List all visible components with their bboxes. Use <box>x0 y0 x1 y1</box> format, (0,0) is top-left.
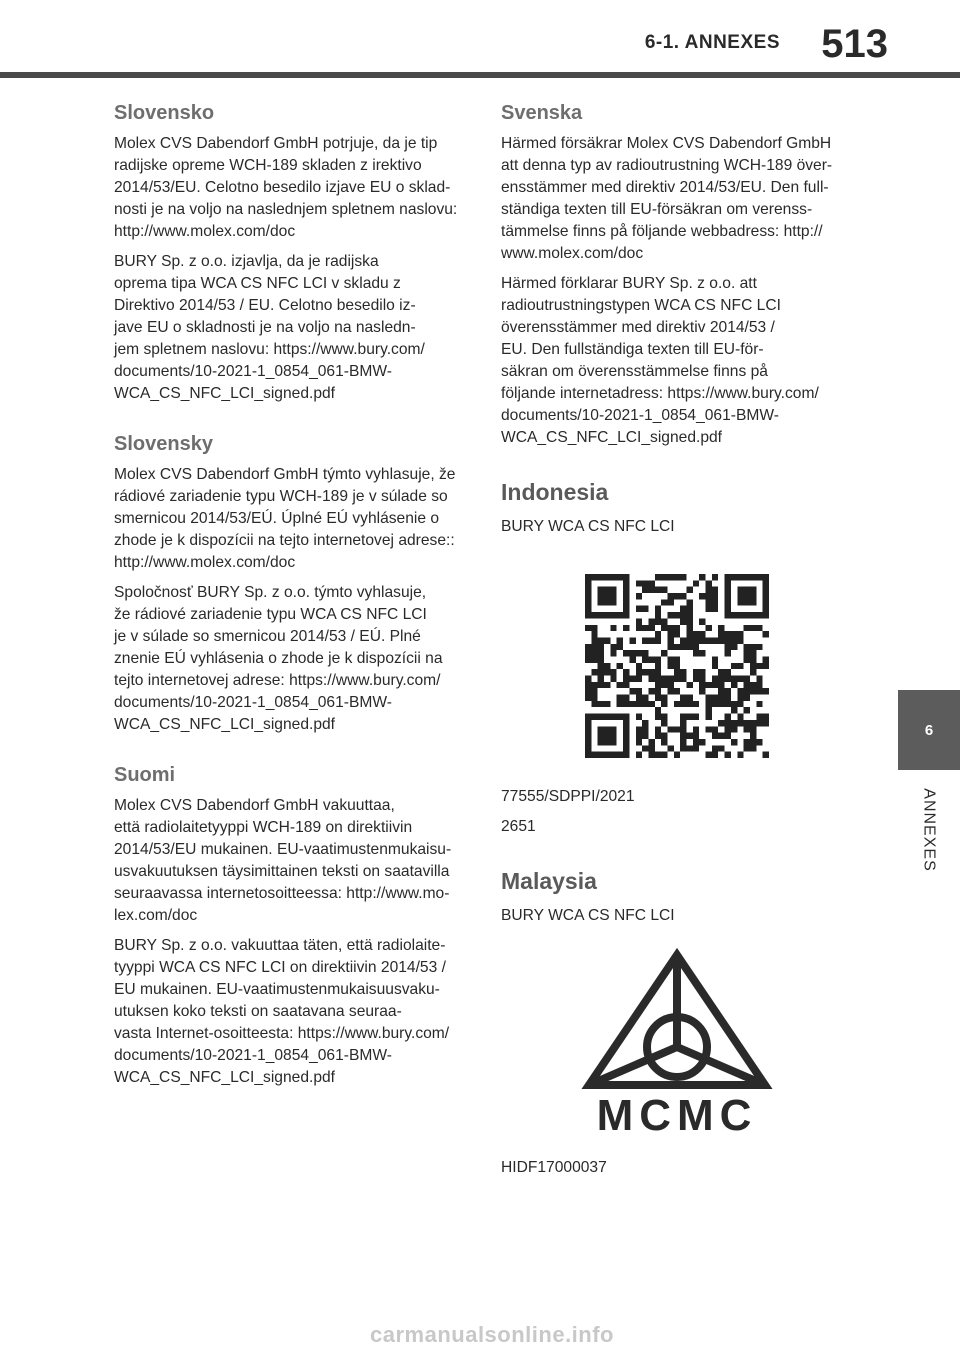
heading-malaysia: Malaysia <box>501 868 597 894</box>
slovensky-paragraph-bury: Spoločnosť BURY Sp. z o.o. týmto vyhlasuje, že rádiové zariadenie typu WCA CS NFC LCI je v súlade so smernicou 2014/53 / EÚ. Plné znenie EÚ vyhlásenia o zhode je k dispozícii na tejto internetovej adrese: https://www.bury.com/ documents/10-2021-1_0854_061-BMW- WCA_CS_NFC_LCI_signed.pdf <box>114 584 443 733</box>
chapter-side-label-text: ANNEXES <box>921 788 938 872</box>
suomi-paragraph-bury: BURY Sp. z o.o. vakuuttaa täten, että radiolaite- tyyppi WCA CS NFC LCI on direktiivin 2014/53 / EU mukainen. EU-vaatimustenmukaisuusvaku- utuksen koko teksti on saatavana seuraa- vasta Internet-osoitteesta: https://www.bury.com/ documents/10-2021-1_0854_061-BMW- WCA_CS_NFC_LCI_signed.pdf <box>114 937 450 1086</box>
malaysia-cert-number: HIDF17000037 <box>501 1159 607 1176</box>
chapter-side-label <box>898 780 960 880</box>
svenska-paragraph-molex: Härmed försäkrar Molex CVS Dabendorf GmbH att denna typ av radioutrustning WCH-189 över- ensstämmer med direktiv 2014/53/EU. Den full- ständiga texten till EU-försäkran om verenss- tämmelse finns på följande webbadress: http:// www.molex.com/doc <box>501 135 833 262</box>
left-column <box>114 96 464 1097</box>
heading-svenska: Svenska <box>501 102 583 124</box>
page-number: 513 <box>821 22 888 66</box>
watermark: carmanualsonline.info <box>370 1322 614 1347</box>
mcmc-logo <box>575 947 779 1137</box>
indonesia-device: BURY WCA CS NFC LCI <box>501 518 675 535</box>
heading-indonesia: Indonesia <box>501 479 609 505</box>
indonesia-code: 2651 <box>501 818 536 835</box>
section-label: 6-1. ANNEXES <box>644 32 780 53</box>
heading-slovensky: Slovensky <box>114 433 213 455</box>
chapter-tab: 6 <box>898 690 960 770</box>
header-rule <box>0 72 960 78</box>
suomi-paragraph-molex: Molex CVS Dabendorf GmbH vakuuttaa, että radiolaitetyyppi WCH-189 on direktiivin 2014/53/EU mukainen. EU-vaatimustenmukaisu- usvakuutuksen täysimittainen teksti on saatavilla seuraavassa internetosoitteessa: http://www.mo- lex.com/doc <box>114 797 452 924</box>
qr-code-image <box>585 574 769 758</box>
svenska-paragraph-bury: Härmed förklarar BURY Sp. z o.o. att radioutrustningstypen WCA CS NFC LCI överensstämmer med direktiv 2014/53 / EU. Den fullständiga texten till EU-för- säkran om överensstämmelse finns på följande internetadress: https://www.bury.com/ documents/10-2021-1_0854_061-BMW- WCA_CS_NFC_LCI_signed.pdf <box>501 275 819 446</box>
right-column <box>501 96 851 1187</box>
heading-slovensko: Slovensko <box>114 102 215 124</box>
heading-suomi: Suomi <box>114 764 176 786</box>
slovensky-paragraph-molex: Molex CVS Dabendorf GmbH týmto vyhlasuje, že rádiové zariadenie typu WCH-189 je v súlade so smernicou 2014/53/EÚ. Úplné EÚ vyhlásenie o zhode je k dispozícii na tejto internetovej adrese:: http://www.molex.com/doc <box>114 466 456 571</box>
slovensko-paragraph-bury: BURY Sp. z o.o. izjavlja, da je radijska oprema tipa WCA CS NFC LCI v skladu z Direktivo 2014/53 / EU. Celotno besedilo iz- jave EU o skladnosti je na voljo na nasledn- jem spletnem naslovu: https://www.bury.com/ documents/10-2021-1_0854_061-BMW- WCA_CS_NFC_LCI_signed.pdf <box>114 253 425 402</box>
malaysia-device: BURY WCA CS NFC LCI <box>501 907 675 924</box>
slovensko-paragraph-molex: Molex CVS Dabendorf GmbH potrjuje, da je tip radijske opreme WCH-189 skladen z irektivo 2014/53/EU. Celotno besedilo izjave EU o sklad- nosti je na voljo na naslednjem spletnem naslovu: http://www.molex.com/doc <box>114 135 458 240</box>
mcmc-logo-text: MCMC <box>596 1091 758 1137</box>
indonesia-cert-number: 77555/SDPPI/2021 <box>501 788 635 805</box>
